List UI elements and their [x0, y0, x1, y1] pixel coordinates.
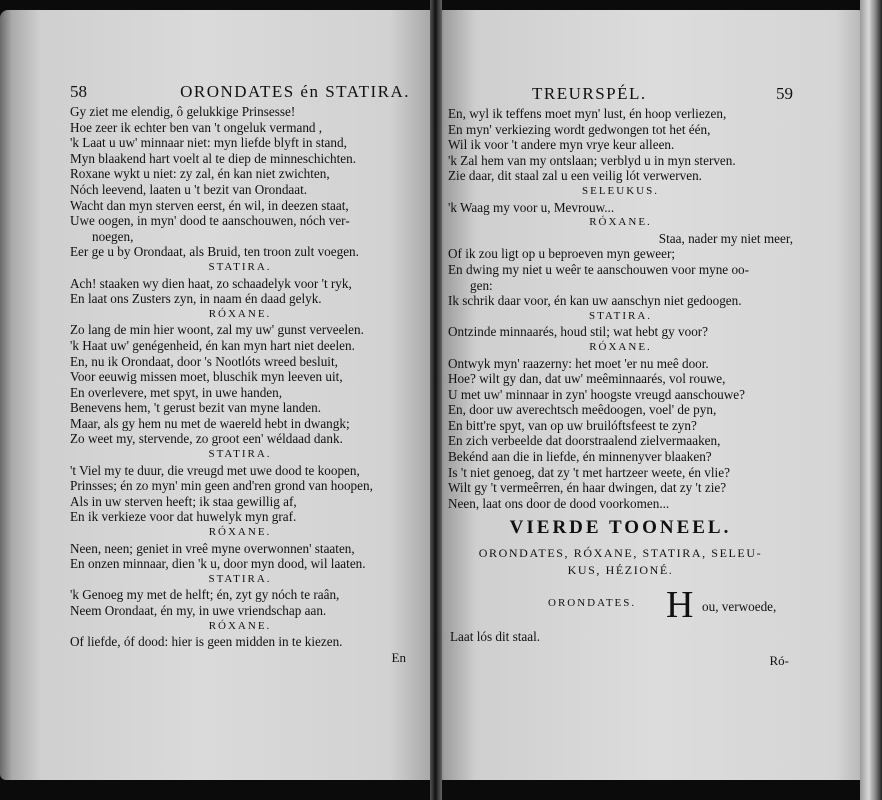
left-running-head [70, 82, 410, 102]
verse-line: Ach! staaken wy dien haat, zo schaadelyk voor 't ryk, [70, 275, 352, 291]
page-edges [860, 0, 882, 800]
dramatis-personae-line-1: ORONDATES, RÓXANE, STATIRA, SELEU- [478, 546, 763, 561]
right-page-text [448, 84, 793, 668]
speaker-heading: RÓXANE. [208, 307, 272, 320]
verse-line: Eer ge u by Orondaat, als Bruid, ten troon zult voegen. [70, 244, 359, 260]
scene-title: VIERDE TOONEEL. [509, 517, 732, 539]
right-verse-lines [448, 106, 793, 511]
speaker-heading: STATIRA. [208, 448, 272, 461]
verse-line: 'k Laat u uw' minnaar niet: myn liefde blyft in stand, [70, 135, 347, 151]
verse-line: En, nu ik Orondaat, door 's Nootlóts wreed besluit, [70, 353, 338, 369]
right-page [436, 10, 866, 780]
verse-line: Bekénd aan die in liefde, én minnenyver blaaken? [448, 449, 712, 465]
verse-line: Zo weet my, stervende, zo groot een' wéldaad dank. [70, 431, 343, 447]
verse-line: Wacht dan myn sterven eerst, én wil, in deezen staat, [70, 197, 349, 213]
verse-line-continuation: noegen, [92, 228, 134, 244]
verse-line: Benevens hem, 't gerust bezit van myne landen. [70, 400, 322, 416]
verse-line: Maar, als gy hem nu met de waereld hebt in dwangk; [70, 415, 350, 431]
speaker-heading: STATIRA. [588, 309, 653, 322]
verse-line: 'k Zal hem van my ontslaan; verblyd u in myn sterven. [448, 152, 736, 168]
speaker-heading: RÓXANE. [208, 619, 272, 632]
speaker-heading: STATIRA. [208, 260, 272, 273]
verse-line: Als in uw sterven heeft; ik staa gewillig af, [70, 493, 297, 509]
speaker-heading: RÓXANE. [589, 216, 652, 229]
verse-line: En, door uw averechtsch meêdoogen, voel' de pyn, [448, 402, 717, 418]
verse-line: En myn' verkiezing wordt gedwongen tot het één, [448, 121, 711, 137]
verse-line: Hoe? wilt gy dan, dat uw' meêminnaarés, vol rouwe, [448, 371, 726, 387]
verse-line: Of ik zou ligt op u beproeven myn geweer; [448, 246, 676, 262]
verse-line: Neen, laat ons door de dood voorkomen... [448, 495, 670, 511]
verse-line: En ik verkieze voor dat huwelyk myn graf. [70, 509, 297, 525]
left-page-text [70, 82, 410, 665]
catchword: Ró- [769, 653, 789, 669]
speech-first-line: ou, verwoede, [702, 599, 777, 615]
dramatis-personae-line-2: KUS, HÉZIONÉ. [567, 563, 674, 578]
speech-second-line: Laat lós dit staal. [450, 629, 541, 645]
verse-line: Ik schrik daar voor, én kan uw aanschyn niet gedoogen. [448, 293, 742, 309]
verse-line: Roxane wykt u niet: zy zal, én kan niet zwichten, [70, 166, 330, 182]
verse-line: Neen, neen; geniet in vreê myne overwonnen' staaten, [70, 540, 355, 556]
verse-line: Ontzinde minnaarés, houd stil; wat hebt gy voor? [448, 324, 709, 340]
verse-line: 'k Waag my voor u, Mevrouw... [448, 199, 615, 215]
speaker-heading: RÓXANE. [589, 340, 652, 353]
verse-line: Staa, nader my niet meer, [658, 230, 793, 246]
verse-line: En zich verbeelde dat doorstraalend zielvermaaken, [448, 433, 721, 449]
verse-line: En, wyl ik teffens moet myn' lust, én hoop verliezen, [448, 106, 727, 121]
page-number-left: 58 [70, 82, 87, 101]
left-verse-lines [70, 104, 410, 665]
verse-line: Prinsses; én zo myn' min geen and'ren grond van hoopen, [70, 478, 373, 494]
verse-line: Ontwyk myn' raazerny: het moet 'er nu meê door. [448, 355, 709, 371]
right-running-head [448, 84, 793, 104]
verse-line: Wil ik voor 't andere myn vrye keur alleen. [448, 137, 675, 153]
verse-line: En bitt're spyt, van op uw bruilóftsfeest te zyn? [448, 417, 697, 433]
page-number-right: 59 [776, 84, 793, 103]
speaker-label: ORONDATES. [548, 597, 637, 610]
verse-line: Uwe oogen, in myn' dood te aanschouwen, nóch ver- [70, 213, 350, 229]
verse-line: Zie daar, dit staal zal u een veilig lót verwerven. [448, 168, 702, 184]
verse-line: 'k Genoeg my met de helft; én, zyt gy nóch te raân, [70, 587, 340, 603]
verse-line: Myn blaakend hart voelt al te diep de minneschichten. [70, 150, 357, 166]
running-head-title: ORONDATES én STATIRA. [180, 82, 410, 101]
drop-cap: H [666, 584, 694, 627]
verse-line: En dwing my niet u weêr te aanschouwen voor myne oo- [448, 261, 750, 277]
verse-line: En onzen minnaar, dien 'k u, door myn dood, wil laaten. [70, 556, 366, 572]
catchword: En [391, 649, 406, 665]
speaker-heading: STATIRA. [208, 572, 272, 585]
verse-line: En overlevere, met spyt, in uwe handen, [70, 384, 283, 400]
verse-line: Of liefde, óf dood: hier is geen midden in te kiezen. [70, 634, 343, 650]
verse-line: Neem Orondaat, én my, in uwe vriendschap aan. [70, 603, 327, 618]
speech-entry [448, 584, 793, 629]
verse-line: Is 't niet genoeg, dat zy 't met hartzeer weete, én vlie? [448, 464, 730, 480]
speaker-heading: RÓXANE. [208, 526, 272, 539]
book-gutter [430, 0, 442, 800]
verse-line: Nóch leevend, laaten u 't bezit van Orondaat. [70, 181, 308, 197]
verse-line: 't Viel my te duur, die vreugd met uwe dood te koopen, [70, 462, 360, 478]
verse-line: Zo lang de min hier woont, zal my uw' gunst verveelen. [70, 322, 364, 338]
running-head-title: TREURSPÉL. [532, 84, 647, 103]
verse-line-continuation: gen: [470, 277, 493, 293]
speaker-heading: SELEUKUS. [582, 184, 659, 197]
left-page [0, 10, 436, 780]
verse-line: En laat ons Zusters zyn, in naam én daad gelyk. [70, 291, 322, 307]
verse-line: Wilt gy 't vermeêrren, én haar dwingen, dat zy 't zie? [448, 480, 727, 496]
verse-line: Voor eeuwig missen moet, bluschik myn leeven uit, [70, 369, 343, 385]
verse-line: 'k Haat uw' genégenheid, én kan myn hart niet deelen. [70, 337, 355, 353]
verse-line: Gy ziet me elendig, ô gelukkige Prinsesse! [70, 104, 296, 119]
verse-line: Hoe zeer ik echter ben van 't ongeluk vermand , [70, 119, 323, 135]
verse-line: U met uw' minnaar in zyn' hoogste vreugd aanschouwe? [448, 386, 745, 402]
